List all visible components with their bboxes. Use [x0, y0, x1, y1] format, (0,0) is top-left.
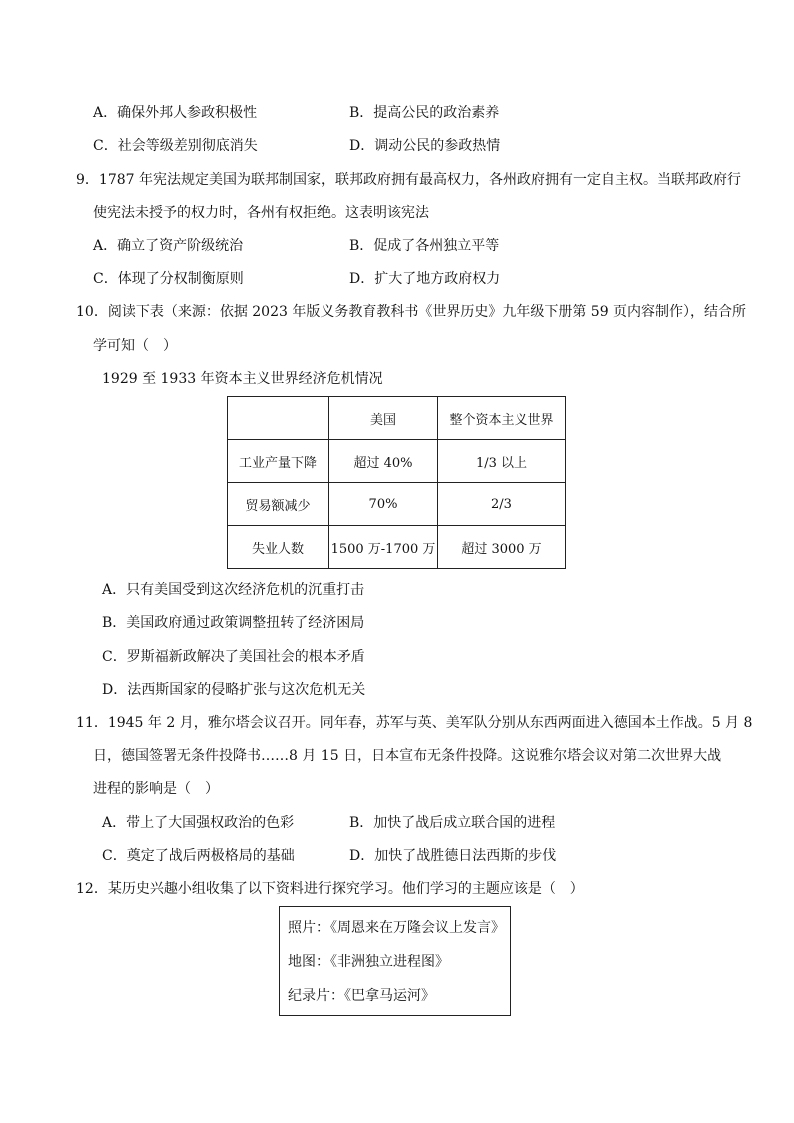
table-row	[228, 440, 566, 483]
material-photo: 照片：《周恩来在万隆会议上发言》	[288, 920, 505, 936]
q10-option-a: A．只有美国受到这次经济危机的沉重打击	[102, 582, 365, 598]
q11-stem-line2: 日，德国签署无条件投降书……8 月 15 日，日本宣布无条件投降。这说雅尔塔会议对第二次世界大战	[93, 748, 722, 764]
table-header-cell: 美国	[329, 397, 438, 440]
q8-option-a: A．确保外邦人参政积极性	[93, 105, 258, 121]
table-header-cell	[228, 397, 329, 440]
q10-stem-line2: 学可知（ ）	[93, 338, 177, 354]
table-header-cell: 整个资本主义世界	[438, 397, 566, 440]
q11-option-d: D．加快了战胜德日法西斯的步伐	[349, 848, 557, 864]
q10-option-b: B．美国政府通过政策调整扭转了经济困局	[102, 615, 365, 631]
q9-option-c: C．体现了分权制衡原则	[93, 271, 244, 287]
table-cell: 超过 3000 万	[438, 526, 566, 569]
q12-stem-line1: 12．某历史兴趣小组收集了以下资料进行探究学习。他们学习的主题应该是（ ）	[76, 881, 584, 897]
table-cell: 1/3 以上	[438, 440, 566, 483]
table-header-row	[228, 397, 566, 440]
table-cell: 工业产量下降	[228, 440, 329, 483]
table-row	[228, 483, 566, 526]
q12-materials-box	[279, 906, 511, 1016]
q11-stem-line1: 11．1945 年 2 月，雅尔塔会议召开。同年春，苏军与英、美军队分别从东西两面进入德国本土作战。5 月 8	[76, 715, 753, 731]
q8-option-c: C．社会等级差别彻底消失	[93, 138, 258, 154]
q9-stem-line2: 使宪法未授予的权力时，各州有权拒绝。这表明该宪法	[93, 205, 429, 221]
table-row	[228, 526, 566, 569]
table-cell: 70%	[329, 483, 438, 526]
q8-option-b: B．提高公民的政治素养	[349, 105, 500, 121]
q11-option-a: A．带上了大国强权政治的色彩	[102, 815, 295, 831]
q10-table-title: 1929 至 1933 年资本主义世界经济危机情况	[102, 371, 383, 387]
q11-option-c: C．奠定了战后两极格局的基础	[102, 848, 295, 864]
economic-crisis-table	[227, 396, 566, 569]
q11-stem-line3: 进程的影响是（ ）	[93, 781, 219, 797]
q10-option-d: D．法西斯国家的侵略扩张与这次危机无关	[102, 682, 366, 698]
table-cell: 贸易额减少	[228, 483, 329, 526]
q9-option-d: D．扩大了地方政府权力	[349, 271, 501, 287]
material-documentary: 纪录片：《巴拿马运河》	[288, 988, 435, 1004]
table-cell: 2/3	[438, 483, 566, 526]
table-cell: 1500 万-1700 万	[329, 526, 438, 569]
q10-option-c: C．罗斯福新政解决了美国社会的根本矛盾	[102, 649, 365, 665]
q11-option-b: B．加快了战后成立联合国的进程	[349, 815, 556, 831]
q8-option-d: D．调动公民的参政热情	[349, 138, 501, 154]
q10-stem-line1: 10．阅读下表（来源：依据 2023 年版义务教育教科书《世界历史》九年级下册第 59 页内容制作），结合所	[76, 304, 747, 320]
q9-option-b: B．促成了各州独立平等	[349, 238, 500, 254]
q9-option-a: A．确立了资产阶级统治	[93, 238, 244, 254]
material-map: 地图：《非洲独立进程图》	[288, 954, 449, 970]
table-cell: 超过 40%	[329, 440, 438, 483]
table-cell: 失业人数	[228, 526, 329, 569]
q9-stem-line1: 9．1787 年宪法规定美国为联邦制国家，联邦政府拥有最高权力，各州政府拥有一定自主权。当联邦政府行	[76, 172, 741, 188]
